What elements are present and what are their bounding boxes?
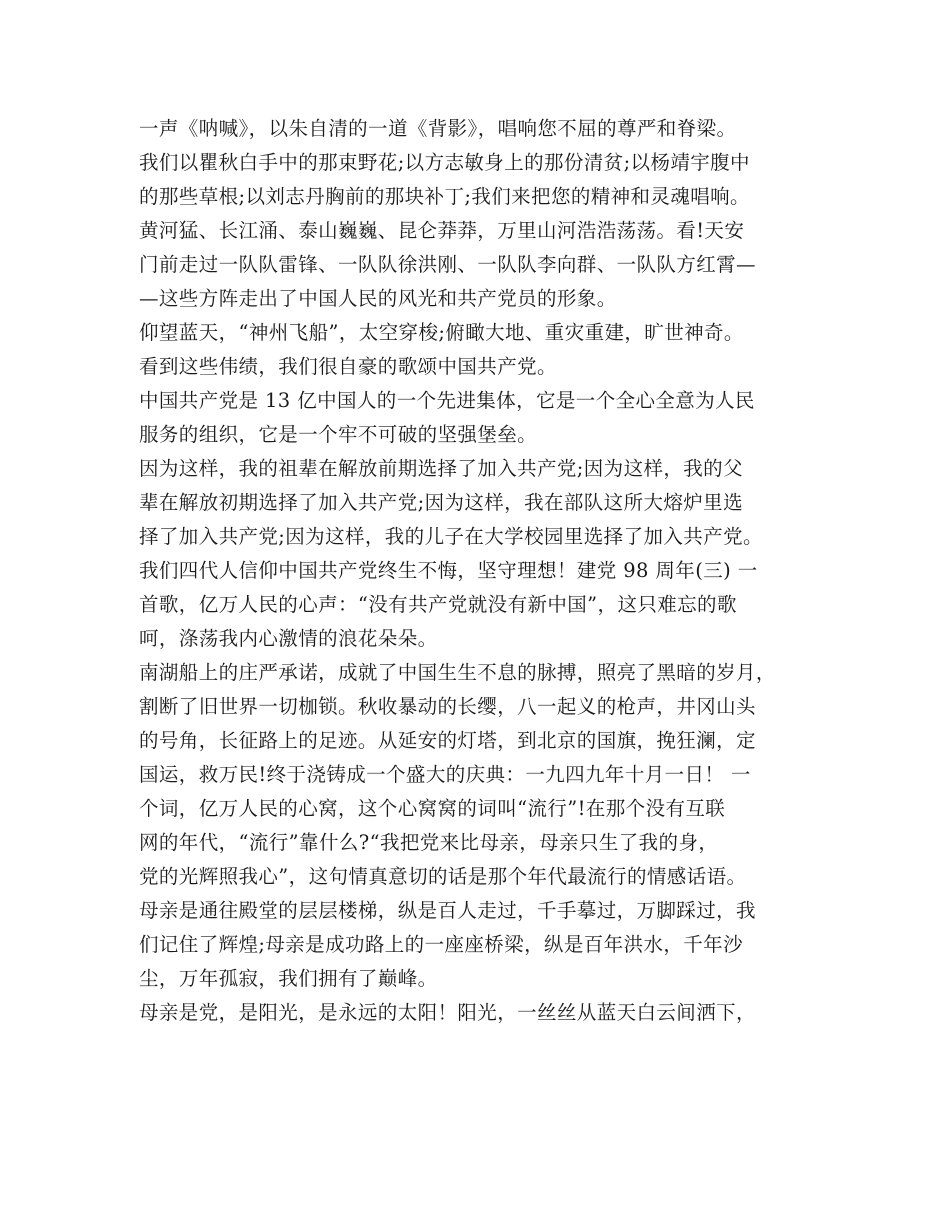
text-line: 首歌，亿万人民的心声：“没有共产党就没有新中国”，这只难忘的歌 bbox=[139, 593, 737, 616]
text-line: 母亲是党，是阳光，是永远的太阳！阳光，一丝丝从蓝天白云间洒下， bbox=[139, 1001, 756, 1024]
text-line: 中国共产党是 13 亿中国人的一个先进集体，它是一个全心全意为人民 bbox=[139, 389, 755, 412]
text-line: 尘，万年孤寂，我们拥有了巅峰。 bbox=[139, 967, 438, 990]
text-line: 因为这样，我的祖辈在解放前期选择了加入共产党;因为这样，我的父 bbox=[139, 457, 743, 480]
text-line: 南湖船上的庄严承诺，成就了中国生生不息的脉搏，照亮了黑暗的岁月， bbox=[139, 661, 776, 684]
text-line: 国运，救万民!终于浇铸成一个盛大的庆典：一九四九年十月一日！ 一 bbox=[139, 763, 751, 786]
text-line: 割断了旧世界一切枷锁。秋收暴动的长缨，八一起义的枪声，井冈山头 bbox=[139, 695, 756, 718]
text-line: 我们以瞿秋白手中的那束野花;以方志敏身上的那份清贫;以杨靖宇腹中 bbox=[139, 151, 750, 174]
text-line: —这些方阵走出了中国人民的风光和共产党员的形象。 bbox=[139, 287, 617, 310]
text-line: 门前走过一队队雷锋、一队队徐洪刚、一队队李向群、一队队方红霄— bbox=[139, 253, 756, 276]
text-line: 的号角，长征路上的足迹。从延安的灯塔，到北京的国旗，挽狂澜，定 bbox=[139, 729, 756, 752]
text-line: 党的光辉照我心”，这句情真意切的话是那个年代最流行的情感话语。 bbox=[139, 865, 747, 888]
text-line: 我们四代人信仰中国共产党终生不悔，坚守理想！建党 98 周年(三) 一 bbox=[139, 559, 758, 582]
text-line: 黄河猛、长江涌、泰山巍巍、昆仑莽莽，万里山河浩浩荡荡。看!天安 bbox=[139, 219, 745, 242]
text-line: 网的年代，“流行”靠什么?“我把党来比母亲，母亲只生了我的身， bbox=[139, 831, 719, 854]
text-line: 服务的组织，它是一个牢不可破的坚强堡垒。 bbox=[139, 423, 538, 446]
text-line: 个词，亿万人民的心窝，这个心窝窝的词叫“流行”!在那个没有互联 bbox=[139, 797, 726, 820]
text-line: 看到这些伟绩，我们很自豪的歌颂中国共产党。 bbox=[139, 355, 557, 378]
text-line: 们记住了辉煌;母亲是成功路上的一座座桥梁，纵是百年洪水，千年沙 bbox=[139, 933, 743, 956]
text-line: 仰望蓝天，“神州飞船”，太空穿梭;俯瞰大地、重灾重建，旷世神奇。 bbox=[139, 321, 744, 344]
text-line: 辈在解放初期选择了加入共产党;因为这样，我在部队这所大熔炉里选 bbox=[139, 491, 743, 514]
text-line: 的那些草根;以刘志丹胸前的那块补丁;我们来把您的精神和灵魂唱响。 bbox=[139, 185, 750, 208]
document-body bbox=[139, 112, 819, 1030]
text-line: 呵，涤荡我内心激情的浪花朵朵。 bbox=[139, 627, 438, 650]
text-line: 母亲是通往殿堂的层层楼梯，纵是百人走过，千手摹过，万脚踩过，我 bbox=[139, 899, 756, 922]
text-line: 择了加入共产党;因为这样，我的儿子在大学校园里选择了加入共产党。 bbox=[139, 525, 763, 548]
text-line: 一声《呐喊》，以朱自清的一道《背影》，唱响您不屈的尊严和脊梁。 bbox=[139, 117, 737, 140]
